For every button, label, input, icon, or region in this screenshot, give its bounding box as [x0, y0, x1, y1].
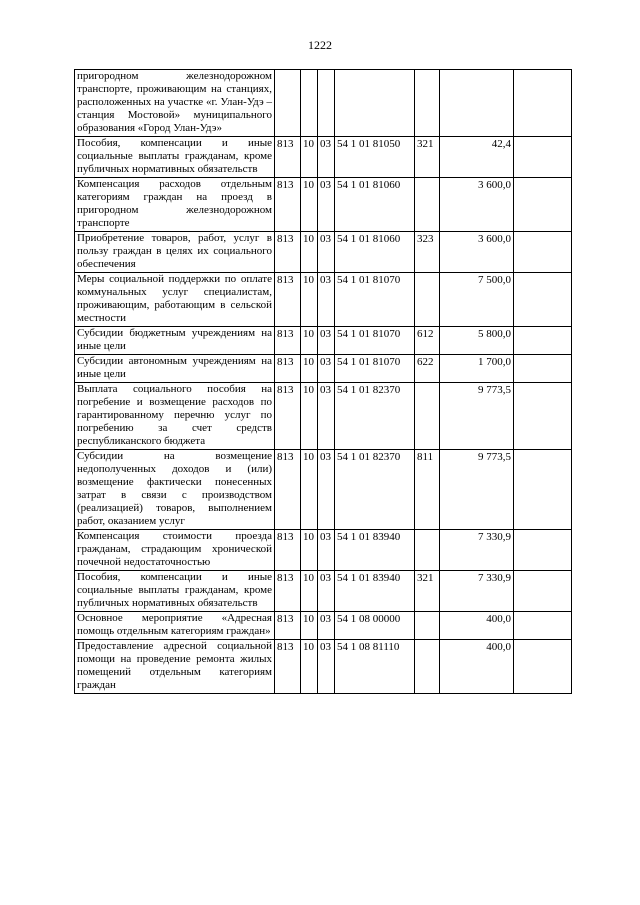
- cell-ministry-code: 813: [275, 355, 301, 383]
- cell-expense-type-code: 321: [415, 571, 440, 612]
- cell-section-code: 10: [301, 137, 318, 178]
- cell-expense-type-code: [415, 530, 440, 571]
- cell-description: Субсидии на возмещение недополученных доходов и (или) возмещение фактически понесенных затрат в связи с производством (реализацией) товаров, выполнением работ, оказанием услуг: [75, 450, 275, 530]
- table-row: [75, 70, 572, 137]
- table-body: [75, 70, 572, 694]
- table-row: [75, 383, 572, 450]
- cell-subsection-code: 03: [318, 450, 335, 530]
- cell-extra: [514, 612, 572, 640]
- cell-ministry-code: 813: [275, 450, 301, 530]
- cell-subsection-code: 03: [318, 355, 335, 383]
- cell-amount: 1 700,0: [440, 355, 514, 383]
- cell-description: Пособия, компенсации и иные социальные выплаты гражданам, кроме публичных нормативных обязательств: [75, 137, 275, 178]
- table-row: [75, 273, 572, 327]
- cell-target-article-code: 54 1 01 81070: [335, 355, 415, 383]
- cell-expense-type-code: [415, 178, 440, 232]
- table-row: [75, 232, 572, 273]
- cell-subsection-code: 03: [318, 383, 335, 450]
- cell-target-article-code: 54 1 01 81070: [335, 273, 415, 327]
- cell-description: Субсидии автономным учреждениям на иные цели: [75, 355, 275, 383]
- cell-subsection-code: 03: [318, 327, 335, 355]
- cell-section-code: 10: [301, 355, 318, 383]
- cell-description: Меры социальной поддержки по оплате коммунальных услуг специалистам, проживающим, работающим в сельской местности: [75, 273, 275, 327]
- cell-amount: 9 773,5: [440, 383, 514, 450]
- table-row: [75, 640, 572, 694]
- cell-extra: [514, 70, 572, 137]
- cell-subsection-code: 03: [318, 612, 335, 640]
- cell-description: Основное мероприятие «Адресная помощь отдельным категориям граждан»: [75, 612, 275, 640]
- cell-description: Пособия, компенсации и иные социальные выплаты гражданам, кроме публичных нормативных обязательств: [75, 571, 275, 612]
- cell-section-code: [301, 70, 318, 137]
- table-row: [75, 450, 572, 530]
- page-number: 1222: [308, 38, 332, 52]
- cell-target-article-code: 54 1 01 82370: [335, 383, 415, 450]
- cell-amount: 5 800,0: [440, 327, 514, 355]
- cell-ministry-code: 813: [275, 232, 301, 273]
- cell-ministry-code: [275, 70, 301, 137]
- cell-amount: 3 600,0: [440, 232, 514, 273]
- cell-extra: [514, 450, 572, 530]
- cell-description: Выплата социального пособия на погребение и возмещение расходов по гарантированному перечню услуг по погребению за счет средств республиканского бюджета: [75, 383, 275, 450]
- table-row: [75, 612, 572, 640]
- cell-expense-type-code: [415, 383, 440, 450]
- cell-target-article-code: 54 1 01 81070: [335, 327, 415, 355]
- cell-subsection-code: [318, 70, 335, 137]
- cell-amount: 7 500,0: [440, 273, 514, 327]
- cell-expense-type-code: 323: [415, 232, 440, 273]
- cell-description: Субсидии бюджетным учреждениям на иные цели: [75, 327, 275, 355]
- cell-ministry-code: 813: [275, 612, 301, 640]
- cell-ministry-code: 813: [275, 640, 301, 694]
- cell-section-code: 10: [301, 612, 318, 640]
- cell-description: пригородном железнодорожном транспорте, проживающим на станциях, расположенных на участке «г. Улан-Удэ – станция Мостовой» муниципального образования «Город Улан-Удэ»: [75, 70, 275, 137]
- cell-subsection-code: 03: [318, 178, 335, 232]
- cell-target-article-code: 54 1 01 82370: [335, 450, 415, 530]
- cell-subsection-code: 03: [318, 640, 335, 694]
- budget-table: [74, 69, 572, 694]
- cell-ministry-code: 813: [275, 383, 301, 450]
- cell-target-article-code: 54 1 01 83940: [335, 571, 415, 612]
- cell-ministry-code: 813: [275, 327, 301, 355]
- table-row: [75, 327, 572, 355]
- cell-expense-type-code: [415, 612, 440, 640]
- cell-subsection-code: 03: [318, 273, 335, 327]
- cell-section-code: 10: [301, 450, 318, 530]
- cell-section-code: 10: [301, 273, 318, 327]
- cell-expense-type-code: 622: [415, 355, 440, 383]
- table-row: [75, 137, 572, 178]
- cell-target-article-code: 54 1 01 81060: [335, 178, 415, 232]
- cell-section-code: 10: [301, 232, 318, 273]
- cell-target-article-code: 54 1 01 81050: [335, 137, 415, 178]
- cell-description: Предоставление адресной социальной помощи на проведение ремонта жилых помещений отдельным категориям граждан: [75, 640, 275, 694]
- cell-extra: [514, 383, 572, 450]
- cell-subsection-code: 03: [318, 530, 335, 571]
- cell-target-article-code: 54 1 08 00000: [335, 612, 415, 640]
- cell-subsection-code: 03: [318, 232, 335, 273]
- cell-section-code: 10: [301, 640, 318, 694]
- cell-subsection-code: 03: [318, 137, 335, 178]
- cell-target-article-code: 54 1 01 81060: [335, 232, 415, 273]
- cell-amount: [440, 70, 514, 137]
- cell-amount: 400,0: [440, 640, 514, 694]
- cell-expense-type-code: [415, 273, 440, 327]
- cell-amount: 400,0: [440, 612, 514, 640]
- cell-description: Приобретение товаров, работ, услуг в пользу граждан в целях их социального обеспечения: [75, 232, 275, 273]
- cell-ministry-code: 813: [275, 571, 301, 612]
- cell-subsection-code: 03: [318, 571, 335, 612]
- cell-amount: 7 330,9: [440, 571, 514, 612]
- cell-ministry-code: 813: [275, 530, 301, 571]
- cell-extra: [514, 530, 572, 571]
- cell-amount: 3 600,0: [440, 178, 514, 232]
- cell-amount: 42,4: [440, 137, 514, 178]
- cell-ministry-code: 813: [275, 273, 301, 327]
- cell-section-code: 10: [301, 327, 318, 355]
- cell-ministry-code: 813: [275, 137, 301, 178]
- cell-expense-type-code: 321: [415, 137, 440, 178]
- cell-extra: [514, 571, 572, 612]
- cell-expense-type-code: [415, 70, 440, 137]
- cell-target-article-code: 54 1 08 81110: [335, 640, 415, 694]
- table-row: [75, 178, 572, 232]
- cell-expense-type-code: [415, 640, 440, 694]
- cell-extra: [514, 137, 572, 178]
- cell-expense-type-code: 612: [415, 327, 440, 355]
- cell-target-article-code: 54 1 01 83940: [335, 530, 415, 571]
- cell-section-code: 10: [301, 530, 318, 571]
- cell-amount: 9 773,5: [440, 450, 514, 530]
- cell-extra: [514, 327, 572, 355]
- table-row: [75, 571, 572, 612]
- cell-extra: [514, 273, 572, 327]
- cell-description: Компенсация расходов отдельным категориям граждан на проезд в пригородном железнодорожном транспорте: [75, 178, 275, 232]
- cell-extra: [514, 178, 572, 232]
- cell-ministry-code: 813: [275, 178, 301, 232]
- cell-section-code: 10: [301, 178, 318, 232]
- cell-description: Компенсация стоимости проезда гражданам, страдающим хронической почечной недостаточностью: [75, 530, 275, 571]
- cell-extra: [514, 355, 572, 383]
- cell-extra: [514, 232, 572, 273]
- cell-target-article-code: [335, 70, 415, 137]
- cell-amount: 7 330,9: [440, 530, 514, 571]
- table-row: [75, 530, 572, 571]
- cell-expense-type-code: 811: [415, 450, 440, 530]
- cell-extra: [514, 640, 572, 694]
- cell-section-code: 10: [301, 383, 318, 450]
- cell-section-code: 10: [301, 571, 318, 612]
- table-row: [75, 355, 572, 383]
